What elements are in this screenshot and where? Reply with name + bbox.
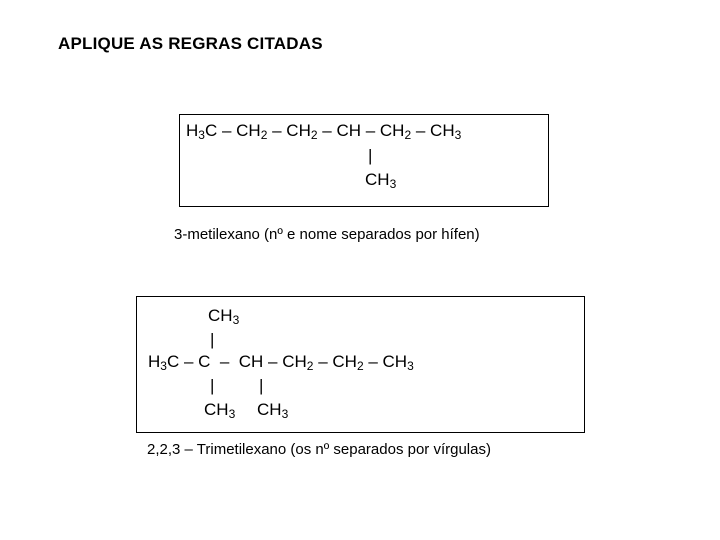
- methyl-branch-bottom-1: $CH_3$: [204, 400, 236, 421]
- main-chain-formula-2: $H_3C$ – C – CH – $CH_2 - CH_2 - CH_3$: [148, 352, 414, 373]
- caption-trimetilexano: 2,2,3 – Trimetilexano (os nº separados por vírgulas): [147, 441, 491, 458]
- bond-line-bottom-1: |: [210, 376, 215, 395]
- methyl-branch-top: $CH_3$: [208, 306, 240, 327]
- page-title: APLIQUE AS REGRAS CITADAS: [58, 34, 323, 53]
- bond-line-top: |: [210, 330, 215, 349]
- methyl-branch-bottom-2: $CH_3$: [257, 400, 289, 421]
- bond-line-1: |: [368, 146, 373, 165]
- methyl-branch-1: $CH_3$: [365, 170, 397, 191]
- main-chain-formula-1: $H_3C - CH_2 - CH_2$ – CH – $CH_2 - CH_3$: [186, 121, 462, 142]
- bond-line-bottom-2: |: [259, 376, 264, 395]
- caption-3-metilexano: 3-metilexano (nº e nome separados por hífen): [174, 226, 480, 243]
